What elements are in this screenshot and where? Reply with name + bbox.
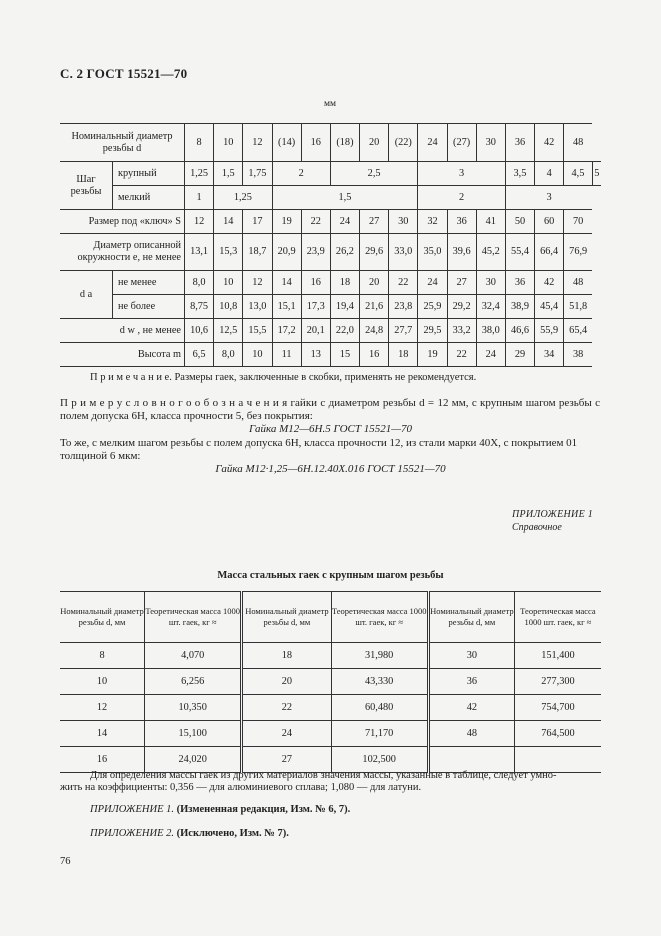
cell: 20,9 <box>272 234 301 271</box>
cell: 30 <box>389 210 418 234</box>
label-wrench: Размер под «ключ» S <box>60 210 185 234</box>
mass-table-title: Масса стальных гаек с крупным шагом резьбы <box>217 570 444 581</box>
designation-example: П р и м е р у с л о в н о г о о б о з н а ч е н и я гайки с диаметром резьбы d = 12 мм, с крупным шагом резьбы с полем допуска 6Н, класса прочности 5, без покрытия: <box>60 397 600 422</box>
cell: (14) <box>272 124 301 162</box>
cell: 55,4 <box>505 234 534 271</box>
cell: 15,5 <box>243 319 272 343</box>
appendix-title: ПРИЛОЖЕНИЕ 1 <box>512 509 594 520</box>
cell: 8,75 <box>185 295 214 319</box>
cell: 55,9 <box>535 319 564 343</box>
cell: 15,100 <box>145 721 242 747</box>
cell: 50 <box>505 210 534 234</box>
cell: 51,8 <box>564 295 592 319</box>
cell: 42 <box>535 271 564 295</box>
label-dw: d w , не менее <box>60 319 185 343</box>
cell: 42 <box>535 124 564 162</box>
cell: 754,700 <box>514 695 601 721</box>
cell: 76,9 <box>564 234 592 271</box>
appendix1-change-note <box>90 804 350 815</box>
cell: 39,6 <box>447 234 476 271</box>
cell: 15,1 <box>272 295 301 319</box>
cell: 10 <box>60 669 145 695</box>
label-min: не менее <box>113 271 185 295</box>
cell: 36 <box>428 669 514 695</box>
cell: 38 <box>564 343 592 367</box>
cell: 46,6 <box>505 319 534 343</box>
cell: 12 <box>60 695 145 721</box>
cell: 20 <box>360 271 389 295</box>
cell: 10,8 <box>214 295 243 319</box>
cell: 60,480 <box>331 695 428 721</box>
cell: 70 <box>564 210 592 234</box>
table-row <box>60 669 601 695</box>
cell: 15,3 <box>214 234 243 271</box>
cell: 8 <box>185 124 214 162</box>
label-coarse: крупный <box>113 162 185 186</box>
cell: 13 <box>301 343 330 367</box>
cell: 20 <box>360 124 389 162</box>
cell: (18) <box>330 124 359 162</box>
coefficient-paragraph-cont: жить на коэффициенты: 0,356 — для алюминиевого сплава; 1,080 — для латуни. <box>60 782 422 793</box>
cell: 24 <box>476 343 505 367</box>
cell: 10 <box>243 343 272 367</box>
cell: 12 <box>243 271 272 295</box>
label-circ-diameter: Диаметр описанной окружности e, не менее <box>60 234 185 271</box>
table-row <box>60 643 601 669</box>
cell: 36 <box>447 210 476 234</box>
cell: 1,25 <box>214 186 272 210</box>
cell: 18 <box>242 643 331 669</box>
row-da-min <box>60 271 601 295</box>
cell: 10 <box>214 124 243 162</box>
cell: 18,7 <box>243 234 272 271</box>
page-number: 76 <box>60 856 71 867</box>
mass-table-header <box>60 592 601 643</box>
label-pitch: Шаг резьбы <box>60 162 113 210</box>
cell: 48 <box>428 721 514 747</box>
header-mass: Теоретическая масса 1000 шт. гаек, кг ≈ <box>514 592 601 643</box>
cell: 6,256 <box>145 669 242 695</box>
cell: 23,9 <box>301 234 330 271</box>
cell: 32 <box>418 210 447 234</box>
cell: 16 <box>301 271 330 295</box>
cell: (27) <box>447 124 476 162</box>
cell: 14 <box>60 721 145 747</box>
cell: 24,020 <box>145 747 242 773</box>
cell: 14 <box>272 271 301 295</box>
cell: 33,0 <box>389 234 418 271</box>
label-fine: мелкий <box>113 186 185 210</box>
cell: 10,350 <box>145 695 242 721</box>
cell: 1,5 <box>214 162 243 186</box>
designation-formula-1: Гайка М12—6Н.5 ГОСТ 15521—70 <box>248 423 413 435</box>
cell: 18 <box>389 343 418 367</box>
appendix2-change-note <box>90 828 289 839</box>
cell: 38,0 <box>476 319 505 343</box>
cell: 27,7 <box>389 319 418 343</box>
row-height <box>60 343 601 367</box>
cell: 764,500 <box>514 721 601 747</box>
cell: 71,170 <box>331 721 428 747</box>
cell: 34 <box>535 343 564 367</box>
cell: 10 <box>214 271 243 295</box>
cell: 17,3 <box>301 295 330 319</box>
appendix1-status: (Измененная редакция, Изм. № 6, 7). <box>176 804 351 815</box>
cell: 19 <box>272 210 301 234</box>
cell: 36 <box>505 124 534 162</box>
cell: 24,8 <box>360 319 389 343</box>
cell: 3,5 <box>505 162 534 186</box>
cell: 29 <box>505 343 534 367</box>
row-coarse-pitch <box>60 162 601 186</box>
cell: 13,1 <box>185 234 214 271</box>
cell: 48 <box>564 124 592 162</box>
cell: 22 <box>389 271 418 295</box>
cell: 13,0 <box>243 295 272 319</box>
cell: 14 <box>214 210 243 234</box>
row-da-max <box>60 295 601 319</box>
header-diameter: Номинальный диаметр резьбы d, мм <box>242 592 331 643</box>
row-fine-pitch <box>60 186 601 210</box>
header-diameter: Номинальный диаметр резьбы d, мм <box>428 592 514 643</box>
cell: 24 <box>418 124 447 162</box>
cell: 22 <box>301 210 330 234</box>
cell: 15 <box>330 343 359 367</box>
row-dw-min <box>60 319 601 343</box>
cell: 19 <box>418 343 447 367</box>
appendix2-ref: ПРИЛОЖЕНИЕ 2. <box>90 828 174 839</box>
cell: 41 <box>476 210 505 234</box>
cell: 24 <box>330 210 359 234</box>
cell: 2 <box>272 162 330 186</box>
cell: 4 <box>535 162 564 186</box>
cell: 22,0 <box>330 319 359 343</box>
cell: 23,8 <box>389 295 418 319</box>
mass-table <box>60 591 601 773</box>
cell: 36 <box>505 271 534 295</box>
label-height: Высота m <box>60 343 185 367</box>
cell: 27 <box>447 271 476 295</box>
cell: 151,400 <box>514 643 601 669</box>
cell: (22) <box>389 124 418 162</box>
cell: 45,4 <box>535 295 564 319</box>
cell: 17,2 <box>272 319 301 343</box>
cell: 16 <box>60 747 145 773</box>
cell: 27 <box>242 747 331 773</box>
cell: 48 <box>564 271 592 295</box>
cell: 29,2 <box>447 295 476 319</box>
table-row <box>60 695 601 721</box>
cell: 17 <box>243 210 272 234</box>
cell: 1,25 <box>185 162 214 186</box>
cell: 26,2 <box>330 234 359 271</box>
cell: 24 <box>418 271 447 295</box>
table-row <box>60 721 601 747</box>
cell: 1 <box>185 186 214 210</box>
cell: 66,4 <box>535 234 564 271</box>
row-nominal-diameter <box>60 124 601 162</box>
cell: 12 <box>243 124 272 162</box>
cell: 29,5 <box>418 319 447 343</box>
cell: 3 <box>505 186 592 210</box>
cell: 8 <box>60 643 145 669</box>
cell: 30 <box>476 124 505 162</box>
cell: 18 <box>330 271 359 295</box>
cell: 60 <box>535 210 564 234</box>
cell: 16 <box>301 124 330 162</box>
cell: 19,4 <box>330 295 359 319</box>
label-nominal-diameter: Номинальный диаметр резьбы d <box>60 124 185 162</box>
designation-formula-2: Гайка М12·1,25—6Н.12.40Х.016 ГОСТ 15521—70 <box>215 463 446 475</box>
cell: 16 <box>360 343 389 367</box>
cell: 6,5 <box>185 343 214 367</box>
cell: 4,5 <box>564 162 592 186</box>
cell: 10,6 <box>185 319 214 343</box>
cell: 8,0 <box>214 343 243 367</box>
label-da: d a <box>60 271 113 319</box>
appendix-subtitle: Справочное <box>512 522 562 533</box>
cell: 42 <box>428 695 514 721</box>
cell: 12 <box>185 210 214 234</box>
row-wrench-size <box>60 210 601 234</box>
cell: 20,1 <box>301 319 330 343</box>
cell: 29,6 <box>360 234 389 271</box>
page-header: С. 2 ГОСТ 15521—70 <box>60 66 188 81</box>
cell: 2,5 <box>330 162 418 186</box>
cell: 32,4 <box>476 295 505 319</box>
cell: 31,980 <box>331 643 428 669</box>
header-mass: Теоретическая масса 1000 шт. гаек, кг ≈ <box>145 592 242 643</box>
cell: 1,5 <box>272 186 418 210</box>
header-diameter: Номинальный диаметр резьбы d, мм <box>60 592 145 643</box>
cell: 27 <box>360 210 389 234</box>
cell: 24 <box>242 721 331 747</box>
cell: 38,9 <box>505 295 534 319</box>
cell: 25,9 <box>418 295 447 319</box>
unit-label: мм <box>324 99 337 109</box>
cell: 102,500 <box>331 747 428 773</box>
cell: 2 <box>418 186 506 210</box>
cell: 21,6 <box>360 295 389 319</box>
cell: 5 <box>592 162 601 186</box>
row-circumscribed-diameter <box>60 234 601 271</box>
cell: 35,0 <box>418 234 447 271</box>
cell: 20 <box>242 669 331 695</box>
cell: 22 <box>242 695 331 721</box>
cell: 22 <box>447 343 476 367</box>
appendix1-ref: ПРИЛОЖЕНИЕ 1. <box>90 804 174 815</box>
coefficient-paragraph: Для определения массы гаек из других материалов значения массы, указанные в таблице, следует умно- <box>90 770 557 781</box>
cell: 65,4 <box>564 319 592 343</box>
header-mass: Теоретическая масса 1000 шт. гаек, кг ≈ <box>331 592 428 643</box>
cell: 30 <box>428 643 514 669</box>
designation-example-2: То же, с мелким шагом резьбы с полем допуска 6Н, класса прочности 12, из стали марки 40Х, с покрытием 01 толщиной 6 мкм: <box>60 437 578 462</box>
cell: 30 <box>476 271 505 295</box>
cell: 43,330 <box>331 669 428 695</box>
cell: 12,5 <box>214 319 243 343</box>
nut-dimensions-table <box>60 123 601 367</box>
cell: 277,300 <box>514 669 601 695</box>
label-max: не более <box>113 295 185 319</box>
cell: 3 <box>418 162 506 186</box>
cell: 4,070 <box>145 643 242 669</box>
cell: 8,0 <box>185 271 214 295</box>
cell: 33,2 <box>447 319 476 343</box>
cell: 45,2 <box>476 234 505 271</box>
appendix2-status: (Исключено, Изм. № 7). <box>176 828 289 839</box>
cell: 11 <box>272 343 301 367</box>
cell: 1,75 <box>243 162 272 186</box>
table-note: П р и м е ч а н и е. Размеры гаек, заключенные в скобки, применять не рекомендуется. <box>90 372 477 383</box>
